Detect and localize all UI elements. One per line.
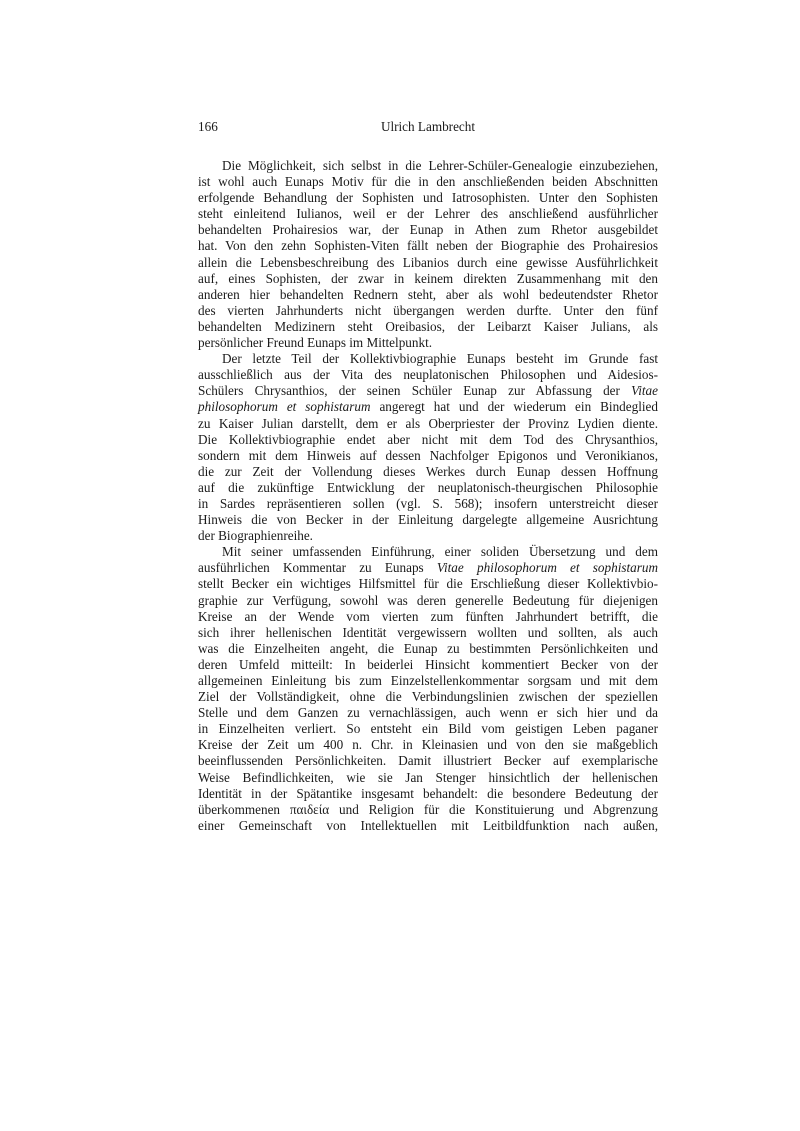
paragraph [198,351,658,544]
text-line [198,560,658,576]
text-line: Weise Befindlichkeiten, wie sie Jan Stenger hinsichtlich der hellenischen [198,769,658,785]
text-segment: Schülers Chrysanthios, der seinen Schüler Eunap zur Abfassung der [198,383,632,399]
text-line: sich ihrer hellenischen Identität vergewissern wollten und sollten, als auch [198,624,658,640]
text-line: Kreise an der Wende vom vierten zum fünften Jahrhundert betrifft, die [198,608,658,624]
text-line: stellt Becker ein wichtiges Hilfsmittel für die Erschließung dieser Kollektivbio- [198,576,658,592]
running-head-author: Ulrich Lambrecht [380,119,476,134]
text-line: in Sardes repräsentieren sollen (vgl. S. 568); insofern unterstreicht dieser [198,495,658,511]
text-line: Mit seiner umfassenden Einführung, einer soliden Übersetzung und dem [222,544,658,560]
text-line [198,383,658,399]
text-line: allein die Lebensbeschreibung des Libanios durch eine gewisse Ausführlichkeit [198,254,658,270]
italic-title: Vitae [631,383,658,399]
page-header [198,119,658,135]
text-line: Der letzte Teil der Kollektivbiographie Eunaps besteht im Grunde fast [222,351,658,367]
body-text [198,158,658,834]
text-line: behandelten Medizinern steht Oreibasios, der Leibarzt Kaiser Julians, als [198,318,658,334]
text-line: hat. Von den zehn Sophisten-Viten fällt neben der Biographie des Prohairesios [198,238,658,254]
text-line: ist wohl auch Eunaps Motiv für die in den anschließenden beiden Abschnitten [198,174,658,190]
text-line: auf, eines Sophisten, der zwar in keinem direkten Zusammenhang mit den [198,270,658,286]
text-line: zu Kaiser Julian darstellt, dem er als Oberpriester der Provinz Lydien diente. [198,415,658,431]
text-line: deren Umfeld mitteilt: In beiderlei Hinsicht kommentiert Becker von der [198,656,658,672]
text-line: Identität in der Spätantike insgesamt behandelt: die besondere Bedeutung der [198,785,658,801]
text-line: in Einzelheiten verliert. So entsteht ein Bild vom geistigen Leben paganer [198,721,658,737]
text-line: Ziel der Vollständigkeit, ohne die Verbindungslinien zwischen der speziellen [198,689,658,705]
text-line: anderen hier behandelten Rednern steht, aber als wohl bedeutendster Rhetor [198,286,658,302]
text-line: behandelten Prohairesios war, der Eunap in Athen zum Rhetor ausgebildet [198,222,658,238]
page-number: 166 [198,119,218,134]
italic-title: Vitae philosophorum et sophistarum [436,560,659,576]
text-line: überkommenen παιδεία und Religion für die Konstituierung und Abgrenzung [198,801,658,817]
text-line: allgemeinen Einleitung bis zum Einzelstellenkommentar sorgsam und mit dem [198,673,658,688]
text-line: einer Gemeinschaft von Intellektuellen mit Leitbildfunktion nach außen, [198,817,658,833]
text-line: die zur Zeit der Vollendung dieses Werkes durch Eunap dessen Hoffnung [198,463,658,479]
text-segment: ausführlichen Kommentar zu Eunaps [198,560,437,576]
text-line: Die Kollektivbiographie endet aber nicht mit dem Tod des Chrysanthios, [198,431,658,447]
text-line: Hinweis die von Becker in der Einleitung dargelegte allgemeine Ausrichtung [198,512,658,528]
text-line: persönlicher Freund Eunaps im Mittelpunkt. [198,335,433,351]
text-line: Kreise der Zeit um 400 n. Chr. in Kleinasien und von den sie maßgeblich [198,737,658,753]
text-line: des vierten Jahrhunderts nicht übergangen werden durfte. Unter den fünf [198,302,658,318]
paragraph [198,158,658,351]
text-line: was die Einzelheiten angeht, die Eunap zu bestimmten Persönlichkeiten und [198,640,658,656]
text-line: graphie zur Verfügung, sowohl was deren generelle Bedeutung für diejenigen [198,592,658,608]
italic-title: philosophorum et sophistarum [198,399,371,415]
paragraph [198,544,658,834]
text-line: ausschließlich aus der Vita des neuplatonischen Philosophen und Aidesios- [198,367,658,383]
text-line: Stelle und dem Ganzen zu vernachlässigen, auch wenn er sich hier und da [198,705,658,721]
text-segment: angeregt hat und der wiederum ein Bindeglied [370,399,658,415]
text-line: erfolgende Behandlung der Sophisten und Iatrosophisten. Unter den Sophisten [198,190,658,206]
text-line: beeinflussenden Persönlichkeiten. Damit illustriert Becker auf exemplarische [198,753,658,769]
text-line: der Biographienreihe. [198,528,313,544]
text-line: Die Möglichkeit, sich selbst in die Lehrer-Schüler-Genealogie einzubeziehen, [222,158,658,173]
text-line: sondern mit dem Hinweis auf dessen Nachfolger Epigonos und Veronikianos, [198,447,658,463]
text-line: steht einleitend Iulianos, weil er der Lehrer des anschließend ausführlicher [198,206,658,222]
text-line: auf die zukünftige Entwicklung der neuplatonisch-theurgischen Philosophie [198,479,658,495]
text-line [198,399,658,415]
